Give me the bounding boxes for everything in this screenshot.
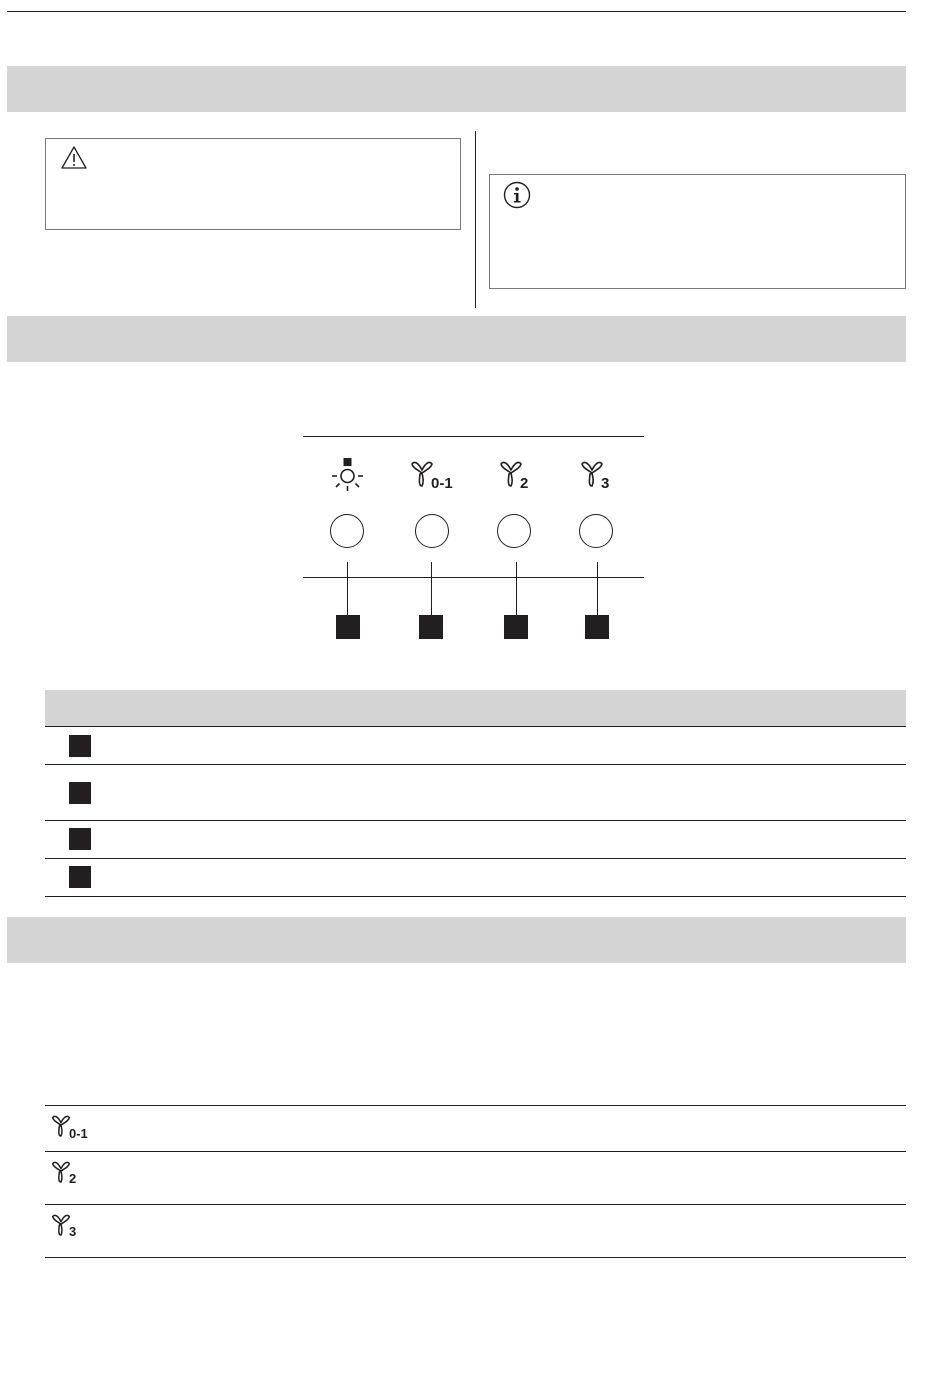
table-rule [45,896,906,897]
warning-triangle-icon [60,145,88,176]
table-row-marker [69,735,91,757]
top-rule [7,11,906,12]
fan-speed-2-button[interactable] [497,514,531,548]
table-rule [45,1257,906,1258]
table-row-marker [69,828,91,850]
table-rule [45,820,906,821]
panel-top-line [303,436,644,437]
fan-speed-2-icon [51,1160,71,1189]
fan-speed-3-button[interactable] [579,514,613,548]
fan-speed-1-label: 0-1 [431,475,453,492]
fan-speed-3-label: 3 [601,475,610,492]
warning-box [45,138,461,230]
section-header-using [7,917,906,963]
info-icon [502,180,532,215]
table-rule [45,1151,906,1152]
light-bulb-icon [331,457,365,498]
fan-speed-3-icon [51,1213,71,1242]
leader-line [431,562,432,616]
leader-line [347,562,348,616]
light-button[interactable] [330,514,364,548]
table-rule [45,764,906,765]
panel-bottom-line [303,577,644,578]
callout-marker [419,615,443,639]
callout-marker [336,615,360,639]
callout-marker [585,615,609,639]
leader-line [516,562,517,616]
section-header-safety [7,66,906,112]
table-rule [45,726,906,727]
fan-speed-1-icon [51,1114,71,1143]
column-divider [475,131,476,308]
table-row-marker [69,866,91,888]
table-rule [45,1105,906,1106]
fan-speed-1-button[interactable] [415,514,449,548]
table-rule [45,1204,906,1205]
fan-speed-2-label: 2 [69,1171,77,1186]
section-header-control-panel [7,316,906,362]
info-box [489,174,906,289]
table-rule [45,858,906,859]
fan-speed-3-label: 3 [69,1224,77,1239]
buttons-table-header [45,690,906,726]
fan-speed-2-label: 2 [520,475,529,492]
callout-marker [504,615,528,639]
fan-speed-1-label: 0-1 [69,1126,88,1141]
leader-line [597,562,598,616]
table-row-marker [69,782,91,804]
